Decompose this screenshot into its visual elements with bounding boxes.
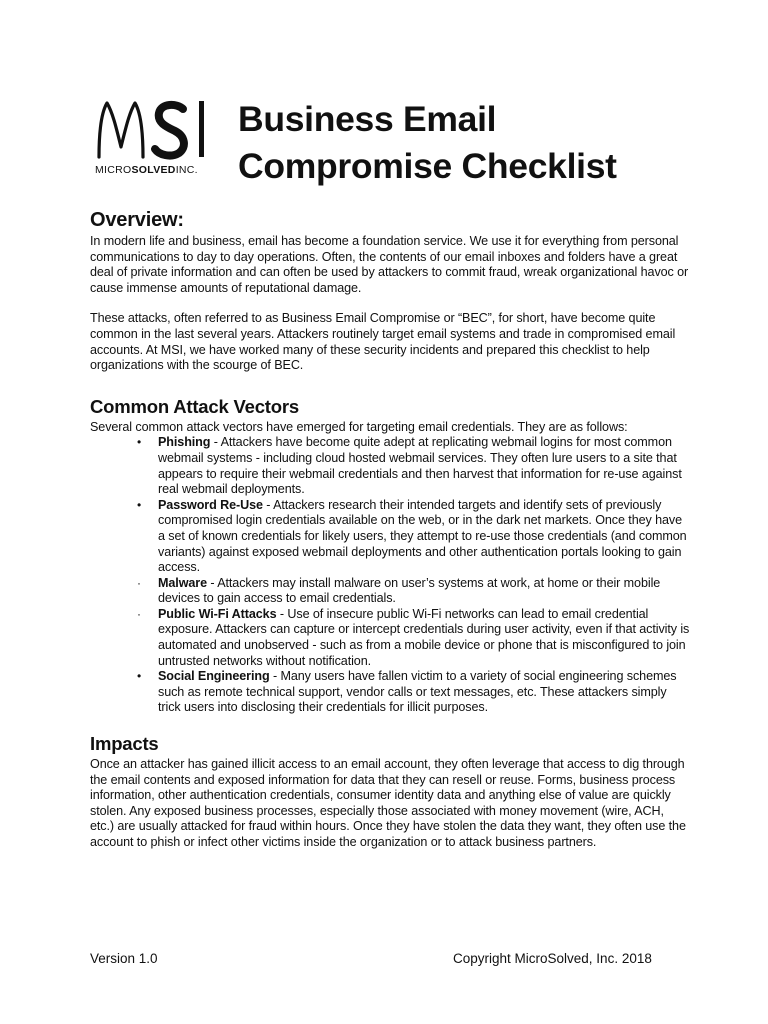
attack-vectors-intro: Several common attack vectors have emerged for targeting email credentials. They are as follows: [90,419,628,434]
list-item-term: Phishing [158,435,211,450]
attack-vectors-heading: Common Attack Vectors [90,395,299,417]
list-item-text: - Attackers may install malware on user’s systems at work, at home or their mobile devices to gain access to email credentials. [158,575,661,606]
list-item-text: - Attackers research their intended targets and identify sets of previously compromised login credentials available on the web, or in the dark net markets. Once they have a set of known credentials for likely users, they attempt to re-use those credentials (and common variants) against exposed webmail deployments and other authentication portals looking to gain access. [158,497,687,575]
document-body [90,206,690,851]
footer-version: Version 1.0 [90,951,158,966]
logo-caption: MICROSOLVEDINC. [95,164,198,176]
title-line-2: Compromise Checklist [238,146,617,186]
impacts-heading: Impacts [90,733,159,755]
microsolved-logo [95,95,220,185]
list-item-term: Public Wi-Fi Attacks [158,606,277,621]
list-item-term: Social Engineering [158,669,270,684]
list-item-term: Malware [158,575,207,590]
bullet-icon: • [137,669,142,684]
list-item-term: Password Re-Use [158,497,263,512]
list-item-text: - Use of insecure public Wi-Fi networks can lead to email credential exposure. Attackers can capture or intercept credentials during user activity, even if that activity is automated and unobserved - such as from a mobile device or phone that is misconfigured to join untrusted networks without notification. [158,606,690,668]
list-item-text: - Attackers have become quite adept at replicating webmail logins for most common webmail systems - including cloud hosted webmail services. They often lure users to a site that appears to require their webmail credentials and then harvest that information for re-use against real webmail deployments. [158,435,682,497]
list-item-phishing [137,435,690,497]
title-line-1: Business Email [238,99,497,139]
msi-logo-mark [95,95,220,163]
list-item-malware [137,575,690,607]
list-item-social-engineering [137,669,690,716]
overview-paragraph-1: In modern life and business, email has become a foundation service. We use it for everything from personal communications to day to day operations. Often, the contents of our email inboxes and folders have a great deal of private information and can often be used by attackers to commit fraud, wreak organizational havoc or cause immense amounts of reputational damage. [90,234,689,295]
bullet-icon: · [137,606,141,621]
document-title [238,96,617,190]
attack-vectors-list [90,435,690,716]
overview-paragraph-2: These attacks, often referred to as Business Email Compromise or “BEC”, for short, have become quite common in the last several years. Attackers routinely target email systems and trade in compromised email accounts. At MSI, we have worked many of these security incidents and prepared this checklist to help organizations with the scourge of BEC. [90,311,676,373]
footer-copyright: Copyright MicroSolved, Inc. 2018 [453,951,652,966]
list-item-public-wifi [137,606,690,669]
overview-heading: Overview: [90,209,184,231]
bullet-icon: • [137,497,142,512]
list-item-password-reuse [137,497,690,576]
bullet-icon: · [137,575,141,590]
list-item-text: - Many users have fallen victim to a variety of social engineering schemes such as remote technical support, vendor calls or text messages, etc. These attackers simply trick users into disclosing their credentials for illicit purposes. [158,669,677,715]
bullet-icon: • [137,435,142,450]
impacts-paragraph: Once an attacker has gained illicit access to an email account, they often leverage that access to dig through the email contents and exposed information for data that they can resell or reuse. Forms, business process information, other authentication credentials, consumer identity data and anything else of value are quickly stolen. Any exposed business processes, especially those associated with money movement (wire, ACH, etc.) are usually attacked for fraud within hours. Once they have stolen the data they want, they often use the account to phish or infect other victims inside the organization or to attack business partners. [90,757,686,849]
